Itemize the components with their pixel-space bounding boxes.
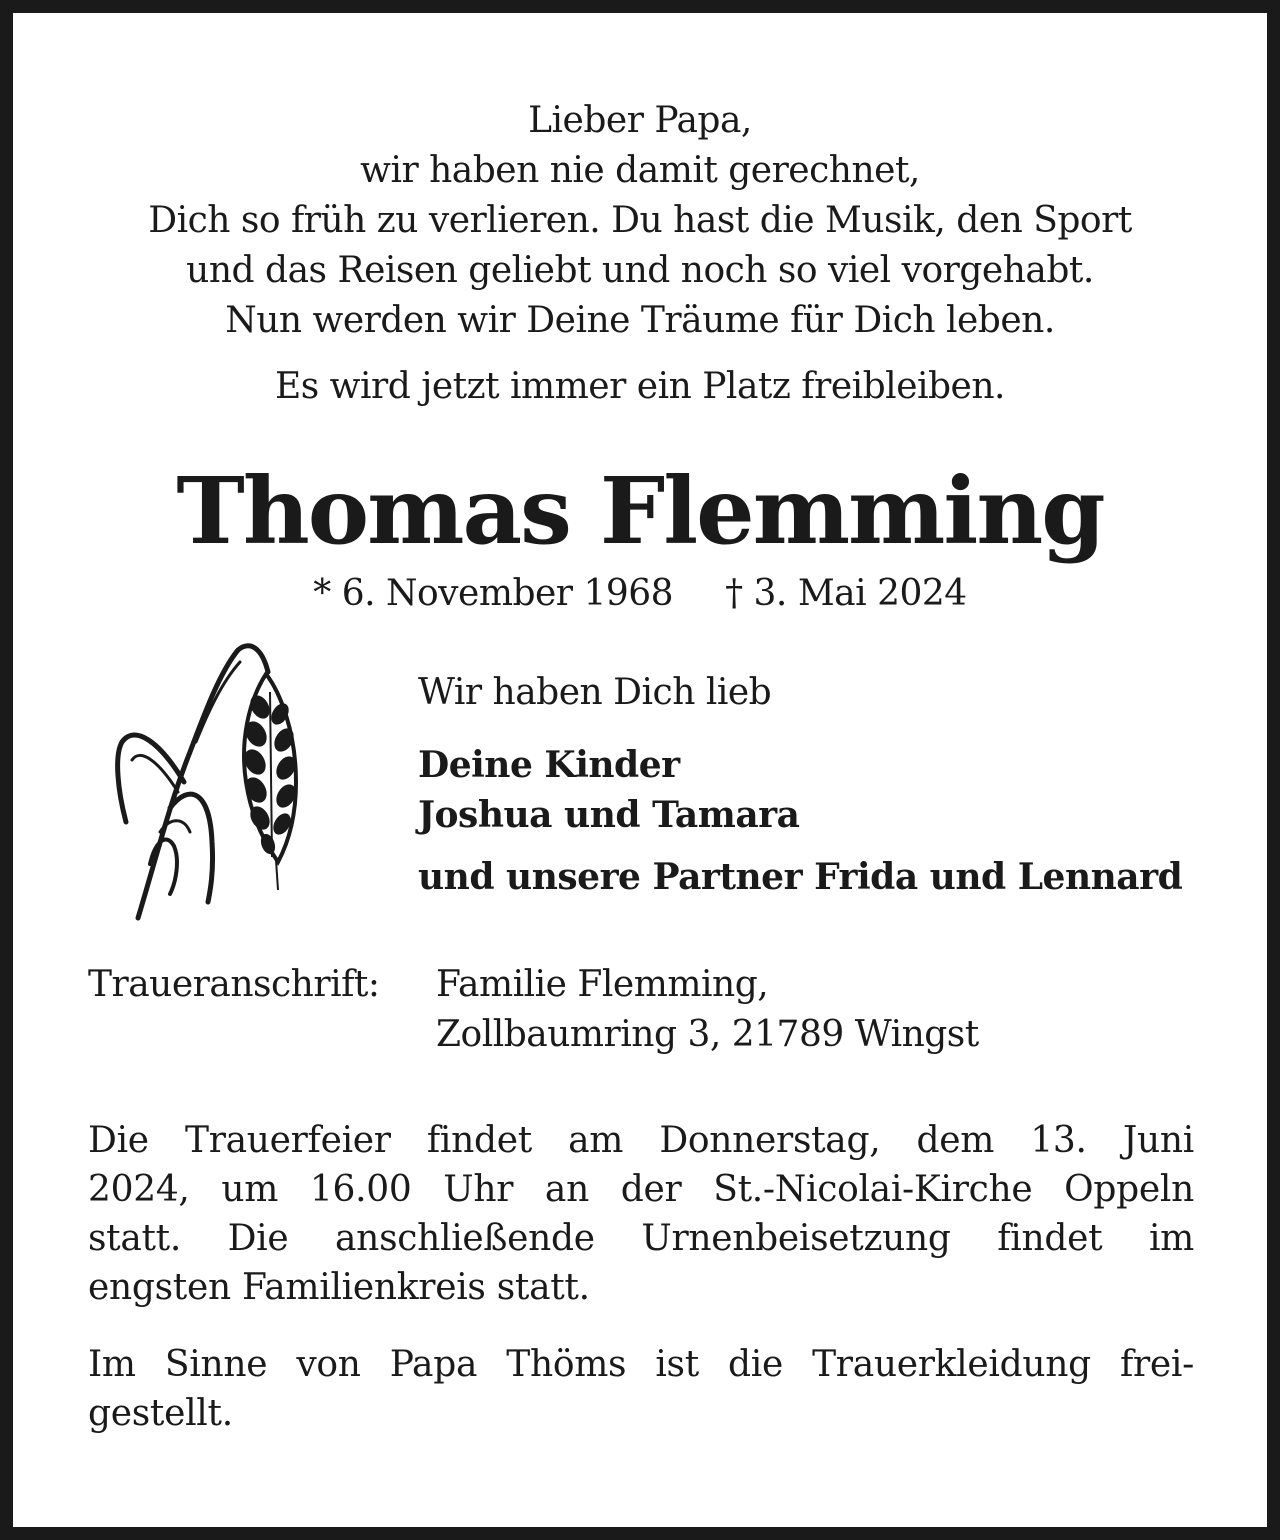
signature-partners: und unsere Partner Frida und Lennard (418, 856, 1183, 898)
intro-line: und das Reisen geliebt und noch so viel vorgehabt. (186, 250, 1094, 291)
intro-line: Nun werden wir Deine Träume für Dich leben. (225, 300, 1055, 341)
address-label: Traueranschrift: (88, 964, 380, 1005)
death-date: † 3. Mai 2024 (725, 573, 967, 614)
family-signature (418, 668, 1238, 902)
life-dates (0, 572, 1280, 616)
signature-children-heading: Deine Kinder (418, 744, 680, 786)
ceremony-line: statt. Die anschließende Urnenbeisetzung findet im (88, 1218, 1194, 1259)
birth-date: * 6. November 1968 (313, 573, 674, 614)
greeting: Wir haben Dich lieb (418, 672, 772, 713)
signature-children-names: Joshua und Tamara (418, 794, 800, 836)
intro-poem (60, 96, 1220, 412)
ceremony-line: Die Trauerfeier findet am Donnerstag, dem 13. Juni (88, 1120, 1194, 1161)
address-line: Familie Flemming, (436, 964, 769, 1005)
address-line: Zollbaumring 3, 21789 Wingst (436, 1014, 979, 1055)
dress-code-line: gestellt. (88, 1393, 233, 1434)
ceremony-paragraph (88, 1116, 1194, 1312)
address-value (436, 960, 979, 1060)
intro-closing-line: Es wird jetzt immer ein Platz freibleiben. (274, 366, 1005, 407)
dress-code-paragraph (88, 1340, 1194, 1438)
deceased-name: Thomas Flemming (176, 457, 1104, 565)
dress-code-line: Im Sinne von Papa Thöms ist die Trauerkleidung frei- (88, 1344, 1194, 1385)
intro-line: Lieber Papa, (528, 100, 752, 141)
ceremony-line: engsten Familienkreis statt. (88, 1267, 590, 1308)
intro-line: wir haben nie damit gerechnet, (360, 150, 920, 191)
wheat-ear-icon (100, 632, 320, 932)
ceremony-line: 2024, um 16.00 Uhr an der St.-Nicolai-Kirche Oppeln (88, 1169, 1194, 1210)
intro-line: Dich so früh zu verlieren. Du hast die Musik, den Sport (148, 200, 1132, 241)
